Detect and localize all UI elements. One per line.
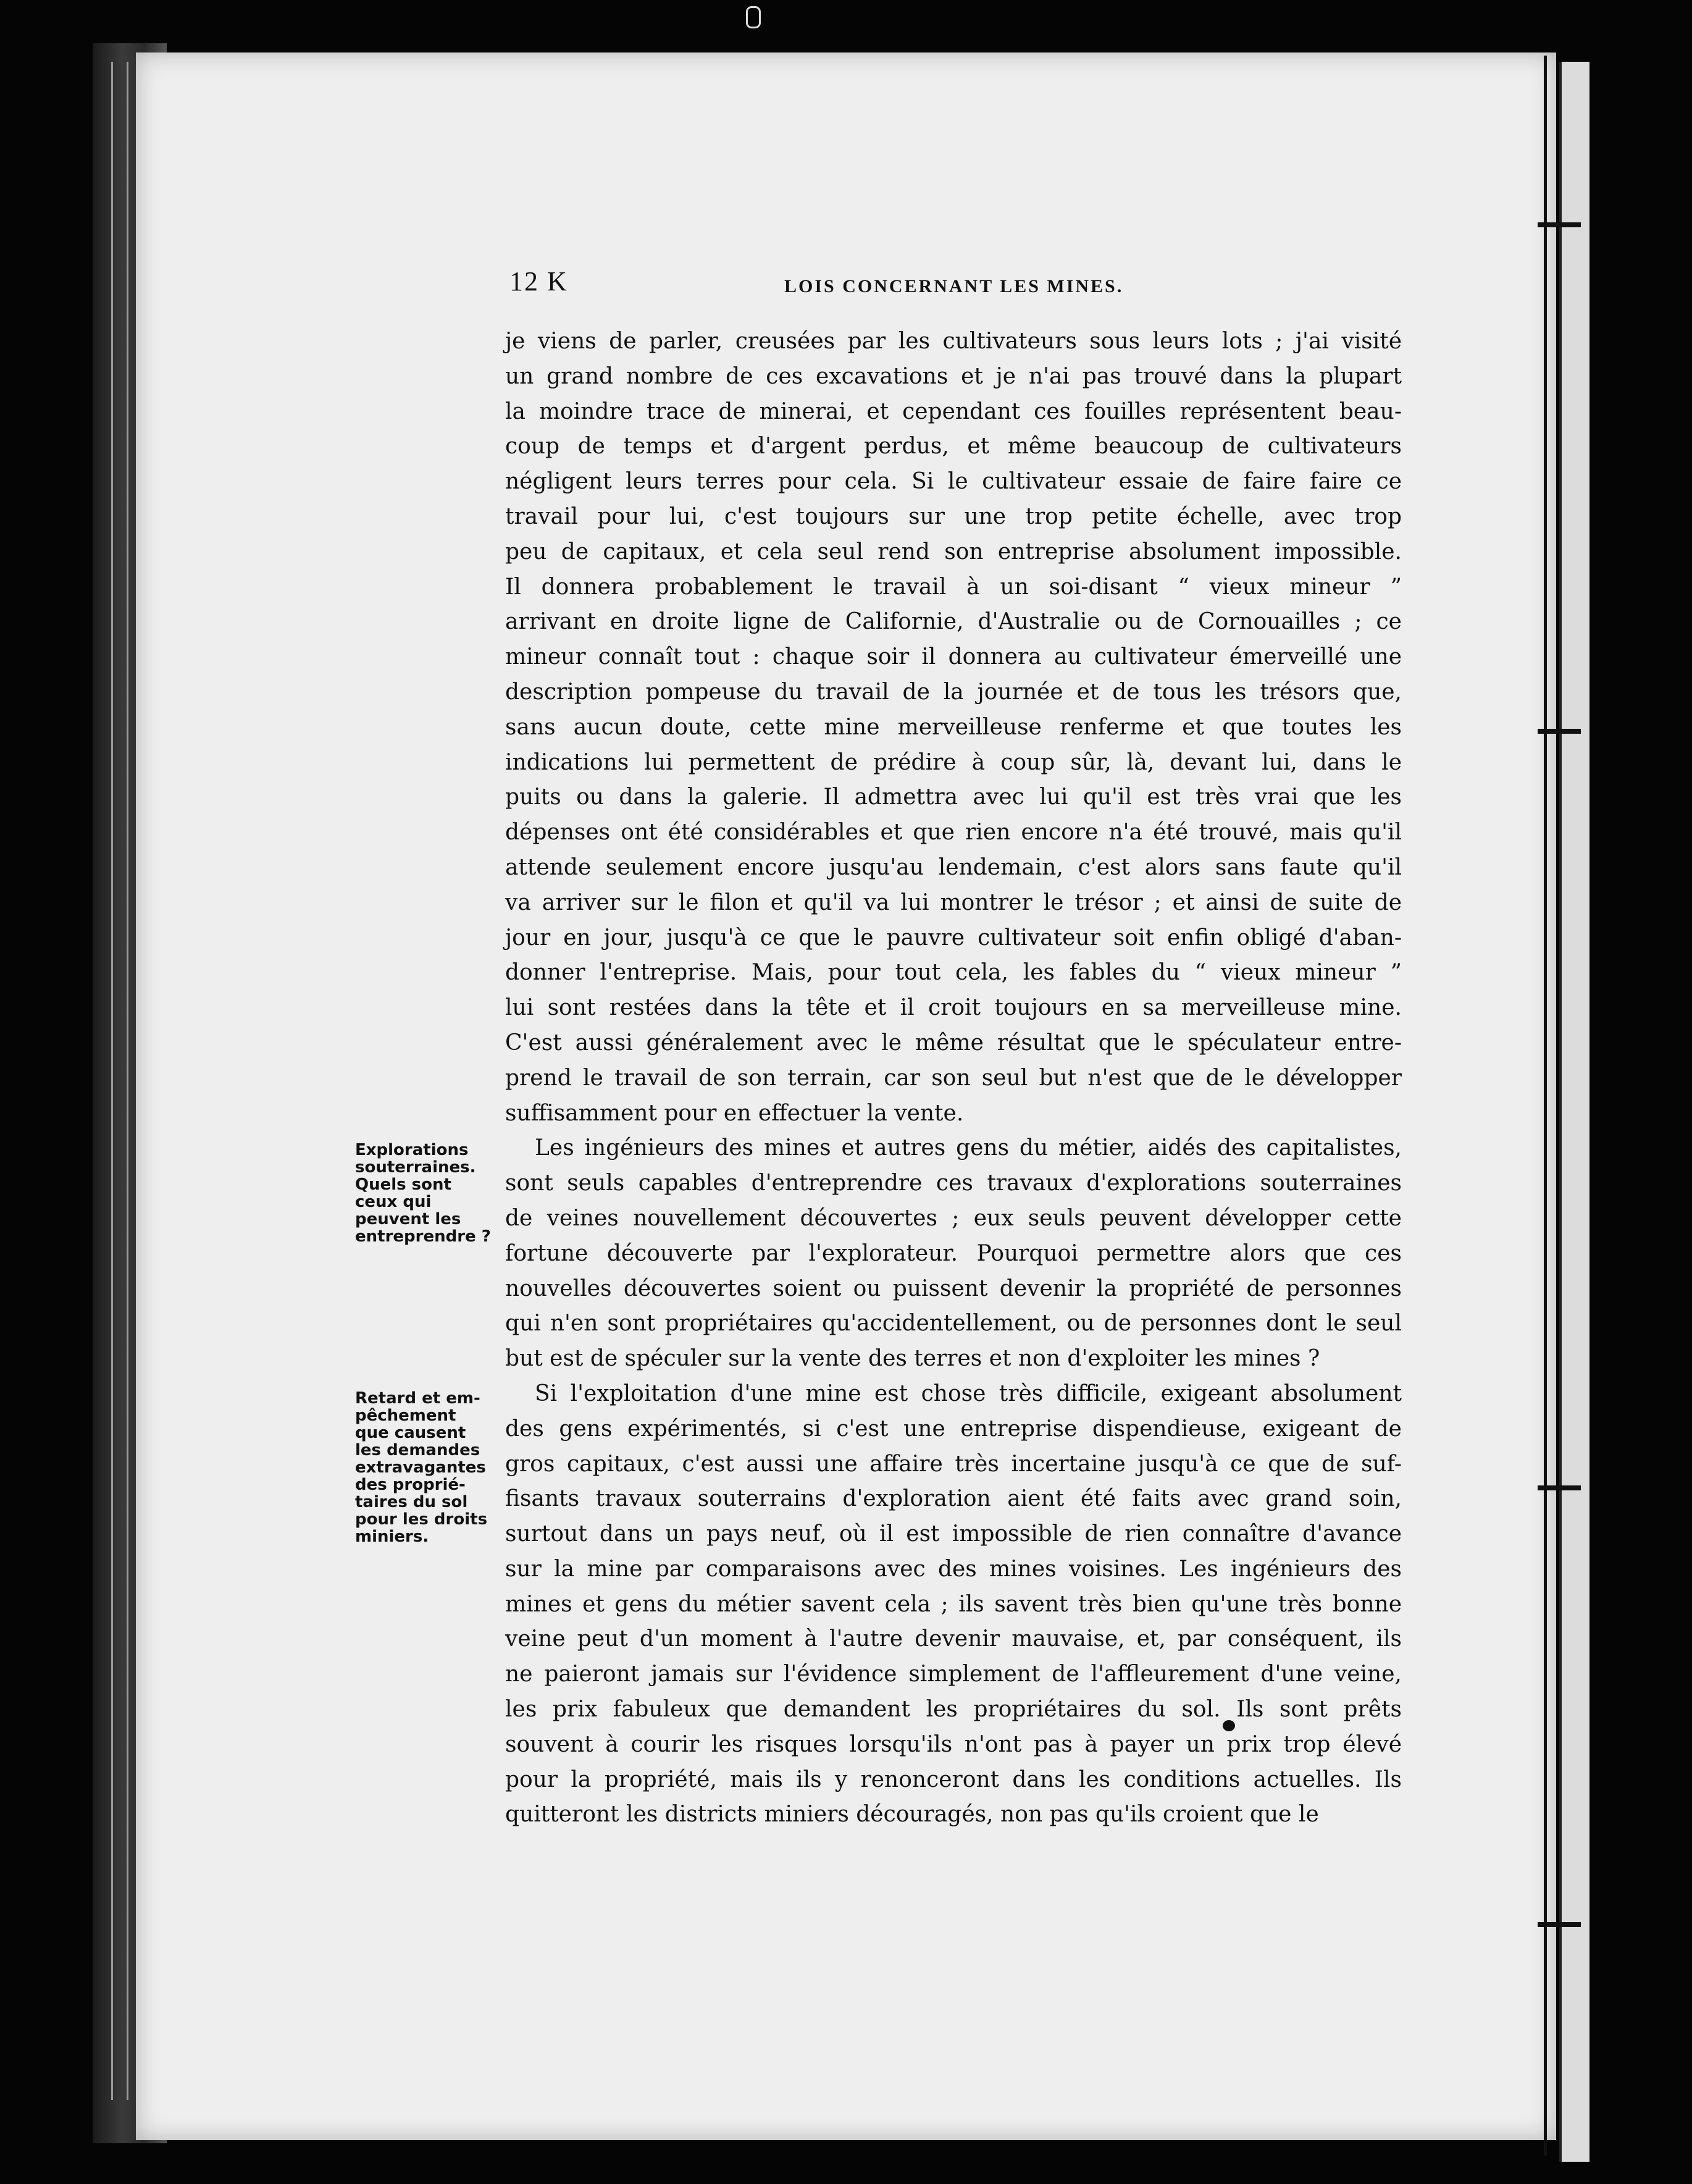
body-line: je viens de parler, creusées par les cultivateurs sous leurs lots ; j'ai visité [505,329,1402,354]
body-line: mineur connaît tout : chaque soir il donnera au cultivateur émerveillé une [505,644,1402,670]
body-line: fisants travaux souterrains d'exploration aient été faits avec grand soin, [505,1486,1402,1512]
body-line: nouvelles découvertes soient ou puissent devenir la propriété de personnes [505,1275,1402,1301]
body-line: mines et gens du métier savent cela ; ils savent très bien qu'une très bonne [505,1591,1402,1617]
body-line: qui n'en sont propriétaires qu'accidentellement, ou de personnes dont le seul [505,1311,1402,1337]
body-line: peu de capitaux, et cela seul rend son entreprise absolument impossible. [505,539,1402,565]
body-line: arrivant en droite ligne de Californie, d'Australie ou de Cornouailles ; ce [505,609,1402,635]
edge-tick-mark [1538,729,1581,734]
body-line: les prix fabuleux que demandent les propriétaires du sol. Ils sont prêts [505,1697,1402,1723]
body-line: description pompeuse du travail de la journée et de tous les trésors que, [505,679,1402,705]
facing-page-edge [1559,62,1589,2162]
body-line: travail pour lui, c'est toujours sur une trop petite échelle, avec trop [505,503,1402,529]
page-right-border [1544,56,1547,2156]
scan-top-mark [746,6,761,28]
body-line: coup de temps et d'argent perdus, et même beaucoup de cultivateurs [505,434,1402,460]
body-line: indications lui permettent de prédire à coup sûr, là, devant lui, dans le [505,749,1402,775]
body-line: sur la mine par comparaisons avec des mines voisines. Les ingénieurs des [505,1556,1402,1582]
body-line: négligent leurs terres pour cela. Si le cultivateur essaie de faire faire ce [505,469,1402,495]
body-line: souvent à courir les risques lorsqu'ils n'ont pas à payer un prix trop élevé [505,1731,1402,1757]
body-line: la moindre trace de minerai, et cependant ces fouilles représentent beau- [505,398,1402,424]
spine-edge-line [111,62,113,2100]
body-line: donner l'entreprise. Mais, pour tout cela, les fables du “ vieux mineur ” [505,960,1402,986]
body-line: jour en jour, jusqu'à ce que le pauvre cultivateur soit enfin obligé d'aban- [505,925,1402,951]
body-line: lui sont restées dans la tête et il croit toujours en sa merveilleuse mine. [505,995,1402,1021]
body-line: fortune découverte par l'explorateur. Pourquoi permettre alors que ces [505,1240,1402,1266]
body-line: un grand nombre de ces excavations et je n'ai pas trouvé dans la plupart [505,363,1402,389]
body-line: dépenses ont été considérables et que rien encore n'a été trouvé, mais qu'il [505,820,1402,846]
body-line: de veines nouvellement découvertes ; eux seuls peuvent développer cette [505,1205,1402,1231]
body-line: sans aucun doute, cette mine merveilleuse renferme et que toutes les [505,714,1402,740]
body-line: puits ou dans la galerie. Il admettra avec lui qu'il est très vrai que les [505,784,1402,810]
margin-note-retard: Retard et em- pêchement que causent les demandes extravagantes des proprié- taires du sol pour les droits miniers. [355,1389,488,1546]
edge-tick-mark [1538,1485,1581,1490]
body-line: gros capitaux, c'est aussi une affaire très incertaine jusqu'à ce que de suf- [505,1451,1402,1477]
body-line: prend le travail de son terrain, car son seul but n'est que de le développer [505,1065,1402,1091]
edge-tick-mark [1538,222,1581,227]
body-line: but est de spéculer sur la vente des terres et non d'exploiter les mines ? [505,1346,1320,1372]
body-line: des gens expérimentés, si c'est une entreprise dispendieuse, exigeant de [505,1416,1402,1442]
margin-note-explorations: Explorations souterraines. Quels sont ceux qui peuvent les entreprendre ? [355,1141,491,1246]
body-line: Si l'exploitation d'une mine est chose très difficile, exigeant absolument [535,1380,1402,1406]
page-number: 12 K [509,266,568,296]
body-line: surtout dans un pays neuf, où il est impossible de rien connaître d'avance [505,1521,1402,1547]
edge-tick-mark [1538,1922,1581,1927]
body-line: va arriver sur le filon et qu'il va lui montrer le trésor ; et ainsi de suite de [505,889,1402,915]
body-line: C'est aussi généralement avec le même résultat que le spéculateur entre- [505,1030,1402,1056]
body-text [505,324,1402,1833]
body-line: veine peut d'un moment à l'autre devenir mauvaise, et, par conséquent, ils [505,1626,1402,1652]
body-line: ne paieront jamais sur l'évidence simplement de l'affleurement d'une veine, [505,1661,1402,1687]
body-line: Les ingénieurs des mines et autres gens du métier, aidés des capitalistes, [535,1135,1402,1161]
running-title: LOIS CONCERNANT LES MINES. [784,276,1124,296]
body-line: sont seuls capables d'entreprendre ces travaux d'explorations souterraines [505,1170,1402,1196]
body-line: attende seulement encore jusqu'au lendemain, c'est alors sans faute qu'il [505,854,1402,880]
body-line: quitteront les districts miniers découragés, non pas qu'ils croient que le [505,1802,1319,1828]
body-line: pour la propriété, mais ils y renonceront dans les conditions actuelles. Ils [505,1766,1402,1792]
spine-edge-line [127,62,128,2100]
body-line: suffisamment pour en effectuer la vente. [505,1100,964,1126]
body-line: Il donnera probablement le travail à un soi-disant “ vieux mineur ” [505,574,1402,600]
